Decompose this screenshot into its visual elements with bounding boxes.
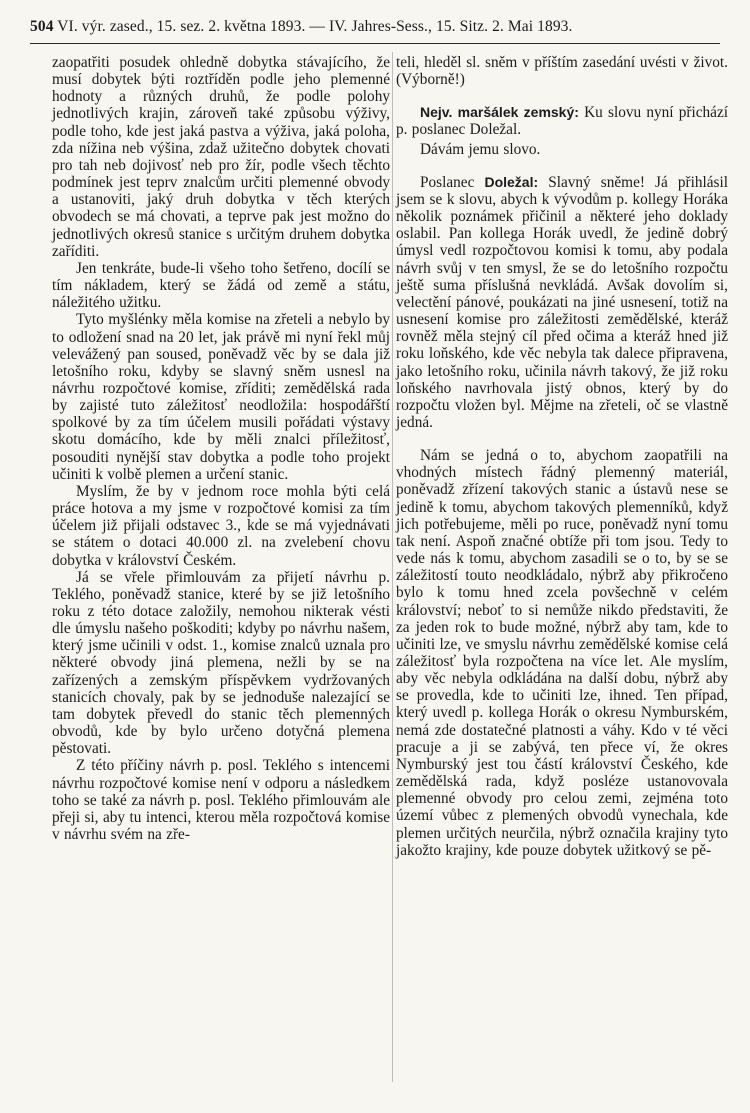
paragraph: Z této příčiny návrh p. posl. Teklého s intencemi návrhu rozpočtové komise není v odporu a následkem toho se také za návrh p. posl. Teklého přimlouvám ale přeji si, aby tu intenci, kterou měla rozpočtová komise v návrhu svém na zře- bbox=[52, 757, 390, 844]
header-rule bbox=[30, 43, 720, 44]
right-column bbox=[396, 54, 728, 859]
speaker-prefix: Poslanec bbox=[420, 173, 485, 191]
paragraph: Jen tenkráte, bude-li všeho toho šetřeno, docílí se tím nákladem, který se žádá od země a státu, náležitého užitku. bbox=[52, 259, 390, 312]
speaker-paragraph bbox=[396, 104, 728, 138]
speaker-text: Slavný sněme! Já přihlásil jsem se k slovu, abych k vývodům p. kollegy Horáka několik poznámek přičinil a některé jeho doklady oslabil. Pan kollega Horák uvedl, že jedině dobrý úmysl vedl rozpočtovou komisi k tomu, aby podala návrh svůj v ten smysl, že se do letošního rozpočtu ještě suma příslušná nevkládá. Avšak dovolím si, velectění pánové, poukázati na jiné usnesení, totiž na usnesení komise pro záležitosti zemědělské, kteráž rovněž měla stejný cíl před očima a kteráž hned již roku loňského, kde věc nebyla tak dalece připravena, jako letošního roku, učinila návrh takový, že již roku loňského navrhovala jistý obnos, který by do rozpočtu vložen byl. Mějme na zřeteli, oč se vlastně jedná. bbox=[396, 173, 728, 431]
paragraph: Myslím, že by v jednom roce mohla býti celá práce hotova a my jsme v rozpočtové komisi za tím účelem již přijali odstavec 3., kde se má vyjednávati se státem o dotaci 40.000 zl. na zvelebení chovu dobytka v království Českém. bbox=[52, 482, 390, 569]
speaker-text: Ku slovu nyní přichází p. poslanec Doležal. bbox=[396, 104, 728, 139]
header-text: VI. výr. zased., 15. sez. 2. května 1893. — IV. Jahres-Sess., 15. Sitz. 2. Mai 1893. bbox=[57, 18, 573, 35]
running-header bbox=[30, 18, 720, 36]
paragraph: teli, hleděl sl. sněm v příštím zasedání uvésti v život. (Výborně!) bbox=[396, 54, 728, 89]
paragraph: Dávám jemu slovo. bbox=[420, 140, 541, 158]
paragraph: Tyto myšlénky měla komise na zřeteli a nebylo by to odložení snad na 20 let, jak právě mi nyní řekl můj velevážený pan soused, poněvadž věc by se dala již letošního roku, kdyby se slavný sněm usnesl na návrhu rozpočtové komise, zříditi; zemědělská rada by zajisté tuto záležitosť neodložila: hospodářští spolkové by za tím účelem musili pořádati výstavy skotu domácího, kde by měli znalci příležitosť, posouditi nynější stav dobytka a podle toho projekt učiniti k volbě plemen a určení stanic. bbox=[52, 311, 390, 483]
page-number: 504 bbox=[30, 18, 54, 35]
left-column bbox=[52, 54, 390, 843]
paragraph: zaopatřiti posudek ohledně dobytka stávajícího, že musí dobytek býti roztříděn podle jeho plemenné hodnoty a různých druhů, že podle polohy jednotlivých krajin, zároveň také způsobu výživy, podle toho, kde jest jaká pastva a výživa, jaká poloha, zda nížina neb výšina, zdaž užitečno dobytek chovati pro tah neb dojivosť neb pro žír, podle všech těchto podmínek jest teprv znalcům určiti plemenné obvody a ustanoviti, jaký druh dobytka v těch kterých obvodech se má chovati, a teprve pak jest možno do jednotlivých okresů stanice s určitým druhem dobytka zaříditi. bbox=[52, 54, 390, 260]
column-divider bbox=[392, 52, 393, 1082]
paragraph: Já se vřele přimlouvám za přijetí návrhu p. Teklého, poněvadž stanice, které by se již letošního roku z této dotace založily, nemohou nikterak vésti dle úmyslu našeho poškoditi; kdyby po návrhu našem, který jsme učinili v odst. 1., komise znalců uznala pro některé obvody jiná plemena, nežli by se na zařízených a zemským příspěvkem vydržovaných stanicích chovaly, pak by se jednoduše nalezající se tam dobytek převedl do stanic těch plemenných obvodů, kde by bylo určeno dotyčná plemena pěstovati. bbox=[52, 568, 390, 758]
paragraph: Nám se jedná o to, abychom zaopatřili na vhodných místech řádný plemenný materiál, poněvadž zřízení takových stanic a ústavů nese se jedině k tomu, abychom takových plemenníků, když jich potřebujeme, měli po ruce, poněvadž nyní tomu tak není. Aspoň značné obtíže při tom jsou. Tedy to vede nás k tomu, abychom zasadili se o to, by se se záležitostí touto neodkládalo, nýbrž aby přikročeno bylo k tomu hned zcela povšechně v celém království; neboť to si nemůže nikdo představiti, že za jeden rok to bude možné, nýbrž aby tam, kde to učiniti lze, ve smyslu návrhu zemědělské komise celá záležitosť byla rozpočtena na více let. Ale myslím, aby věc nebyla odkládána na další dobu, nýbrž aby se provedla, kde to učiniti lze, ihned. Ten případ, který uvedl p. kollega Horák o okresu Nymburském, nemá zde dostatečné platnosti a váhy. Kdo v té věci pracuje a ji se zabývá, ten přece ví, že okres Nymburský jest tou částí království Českého, kde zemědělská rada, když posléze ustanovovala plemenné obvody pro celou zemi, zejména toto území vůbec z plemených obvodů vynechala, kde plemen určitých neurčila, nýbrž označila krajiny tyto jakožto krajiny, kde pouze dobytek užitkový se pě- bbox=[396, 447, 728, 859]
speaker-paragraph bbox=[396, 174, 728, 431]
speaker-name: Doležal: bbox=[484, 173, 539, 190]
speaker-name: Nejv. maršálek zemský: bbox=[420, 104, 579, 121]
